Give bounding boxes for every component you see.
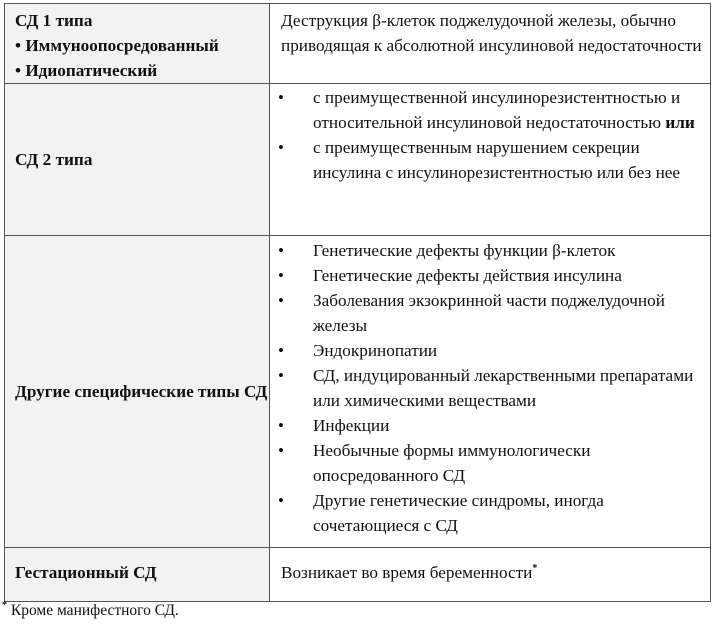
list-item — [270, 85, 710, 135]
list-item: • Генетические дефекты действия инсулина — [270, 263, 710, 288]
list-item-text: с преимущественным нарушением секреции инсулина с инсулинорезистентностью или без нее — [313, 138, 681, 182]
footnote-marker: * — [532, 563, 538, 574]
list-item: • Инфекции — [270, 413, 710, 438]
row-label — [5, 4, 269, 83]
row-label-cell — [5, 84, 270, 236]
label-line: СД 1 типа — [15, 11, 93, 30]
list-item: • Заболевания экзокринной части поджелудочной железы — [270, 288, 710, 338]
table-row-type2 — [5, 84, 711, 236]
row-label-cell — [5, 236, 270, 548]
footnote-text: Кроме манифестного СД. — [10, 602, 179, 619]
row-label: Другие специфические типы СД — [15, 382, 268, 401]
description-text: Возникает во время беременности — [281, 563, 533, 582]
footnote — [2, 601, 179, 621]
list-item: • Эндокринопатии — [270, 338, 710, 363]
row-content-cell — [270, 4, 711, 84]
list-item: • СД, индуцированный лекарственными препаратами или химическими веществами — [270, 363, 710, 413]
row-description: Деструкция β-клеток поджелудочной железы, обычно приводящая к абсолютной инсулиновой недостаточности — [281, 11, 702, 55]
bullet-list — [270, 236, 710, 538]
list-item — [270, 135, 710, 185]
row-label: СД 2 типа — [15, 150, 93, 169]
row-content-cell — [270, 236, 711, 548]
row-label: Гестационный СД — [15, 563, 157, 582]
list-item: • Необычные формы иммунологически опосредованного СД — [270, 438, 710, 488]
list-item: • Другие генетические синдромы, иногда сочетающиеся с СД — [270, 488, 710, 538]
list-item: • Генетические дефекты функции β-клеток — [270, 238, 710, 263]
diabetes-classification-table — [4, 3, 711, 602]
table-row-other-types — [5, 236, 711, 548]
row-description — [270, 560, 710, 589]
row-label-cell — [5, 548, 270, 602]
list-item-text: с преимущественной инсулинорезистентностью и относительной инсулиновой недостаточностью — [313, 88, 681, 132]
row-content-cell — [270, 84, 711, 236]
table-row-gestational — [5, 548, 711, 602]
footnote-marker: * — [2, 600, 7, 611]
bold-conjunction: или — [665, 113, 695, 132]
table-row-type1 — [5, 4, 711, 84]
row-content-cell — [270, 548, 711, 602]
label-line: • Иммуноопосредованный — [15, 36, 219, 55]
bullet-list — [270, 84, 710, 185]
label-line: • Идиопатический — [15, 61, 158, 80]
row-label-cell — [5, 4, 270, 84]
